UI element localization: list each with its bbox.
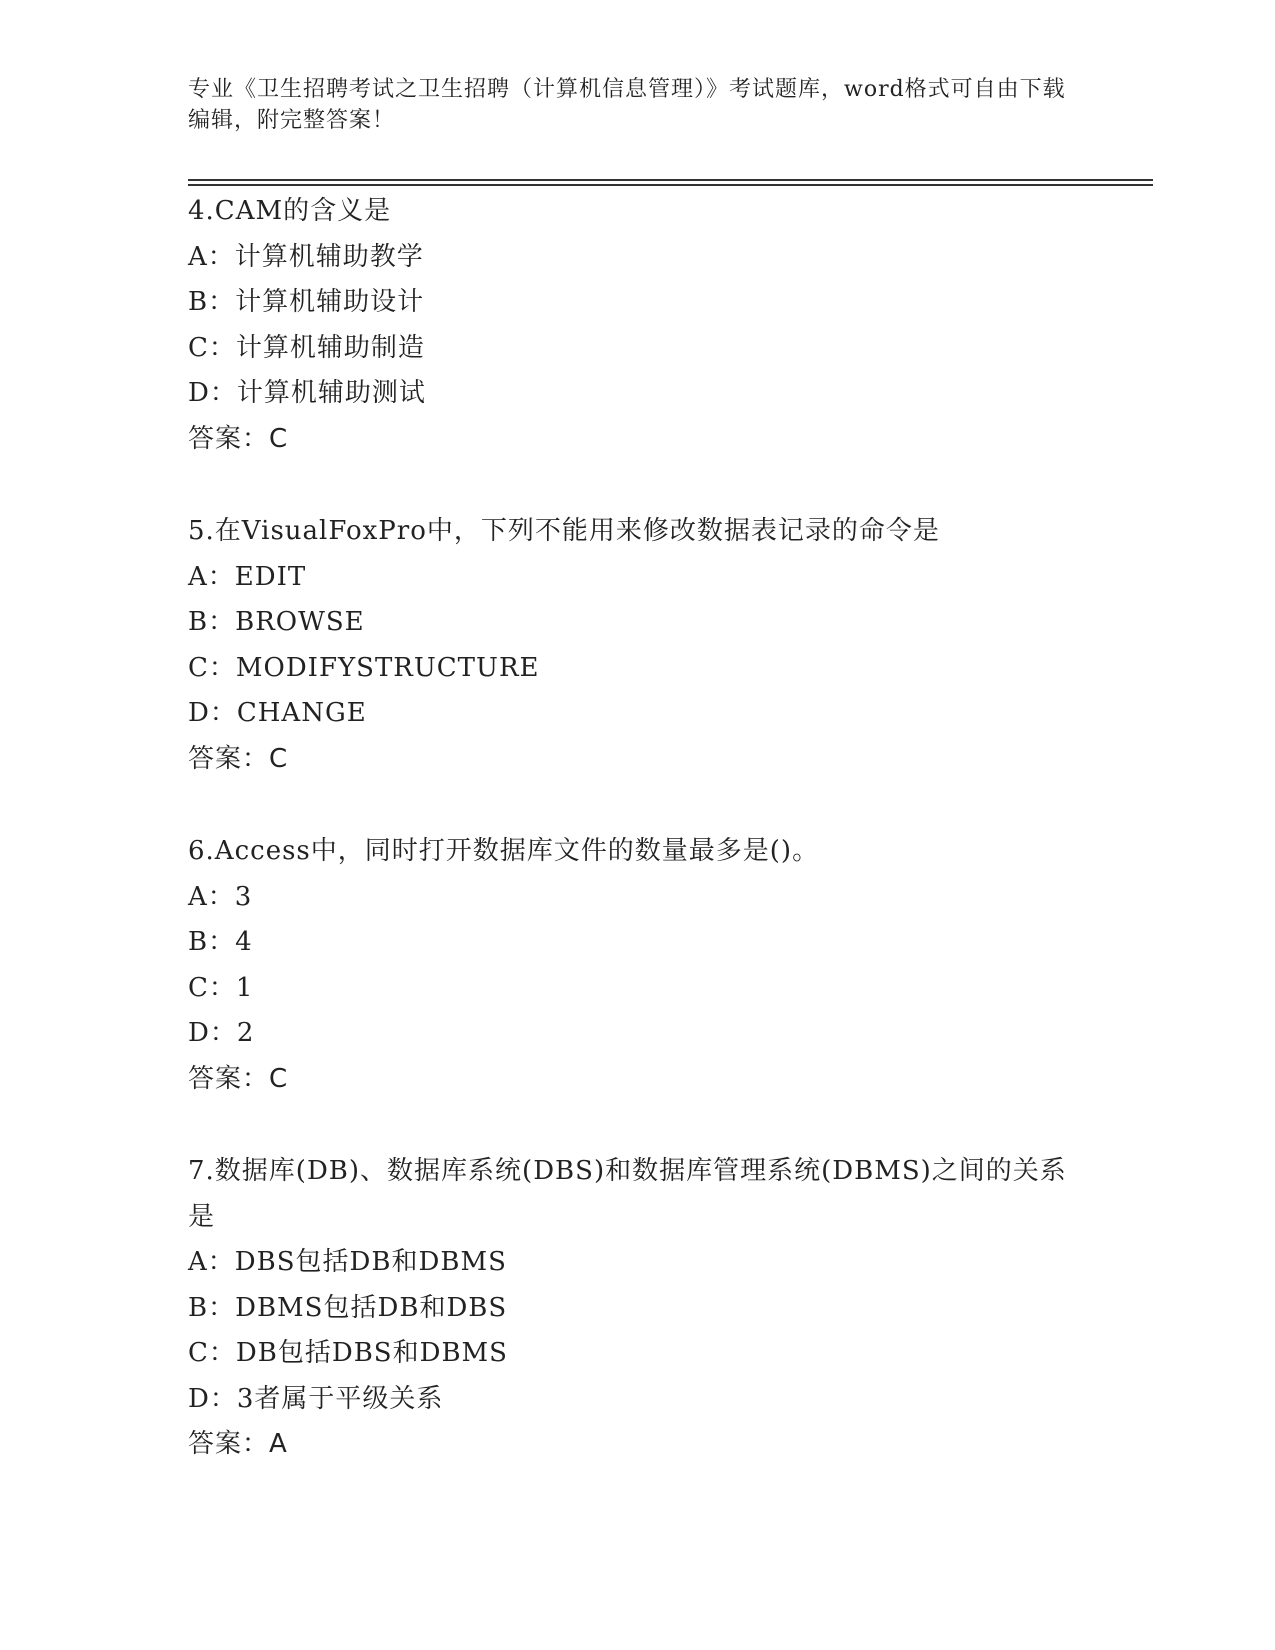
option-c: C：1 <box>188 972 254 1003</box>
question-stem: 5.在VisualFoxPro中，下列不能用来修改数据表记录的命令是 <box>188 516 940 546</box>
option-a: A：DBS包括DB和DBMS <box>188 1247 507 1277</box>
answer-label: 答案：C <box>188 423 289 454</box>
answer-label: 答案：A <box>188 1429 288 1459</box>
option-d: D：3者属于平级关系 <box>188 1383 444 1414</box>
option-b: B：DBMS包括DB和DBS <box>188 1292 508 1323</box>
answer-label: 答案：C <box>188 743 289 774</box>
option-d: D：CHANGE <box>188 698 367 728</box>
question-6 <box>188 829 1088 1102</box>
option-d: D：计算机辅助测试 <box>188 378 426 408</box>
question-5 <box>188 509 1088 782</box>
header-divider <box>188 179 1153 186</box>
option-a: A：计算机辅助教学 <box>188 241 424 272</box>
option-d: D：2 <box>188 1018 255 1048</box>
question-7 <box>188 1149 1088 1468</box>
question-4 <box>188 189 1088 462</box>
question-stem: 4.CAM的含义是 <box>188 196 392 226</box>
answer-label: 答案：C <box>188 1063 289 1094</box>
option-b: B：计算机辅助设计 <box>188 287 425 317</box>
option-a: A：3 <box>188 881 253 912</box>
option-c: C：DB包括DBS和DBMS <box>188 1338 508 1368</box>
option-a: A：EDIT <box>188 561 307 592</box>
option-c: C：计算机辅助制造 <box>188 332 425 363</box>
question-list <box>188 189 1088 1468</box>
option-c: C：MODIFYSTRUCTURE <box>188 652 540 683</box>
document-intro: 专业《卫生招聘考试之卫生招聘（计算机信息管理）》考试题库，word格式可自由下载编辑，附完整答案！ <box>188 77 1066 133</box>
question-stem: 7.数据库(DB)、数据库系统(DBS)和数据库管理系统(DBMS)之间的关系是 <box>188 1156 1067 1232</box>
option-b: B：4 <box>188 927 253 957</box>
question-stem: 6.Access中，同时打开数据库文件的数量最多是()。 <box>188 836 820 866</box>
option-b: B：BROWSE <box>188 607 365 637</box>
